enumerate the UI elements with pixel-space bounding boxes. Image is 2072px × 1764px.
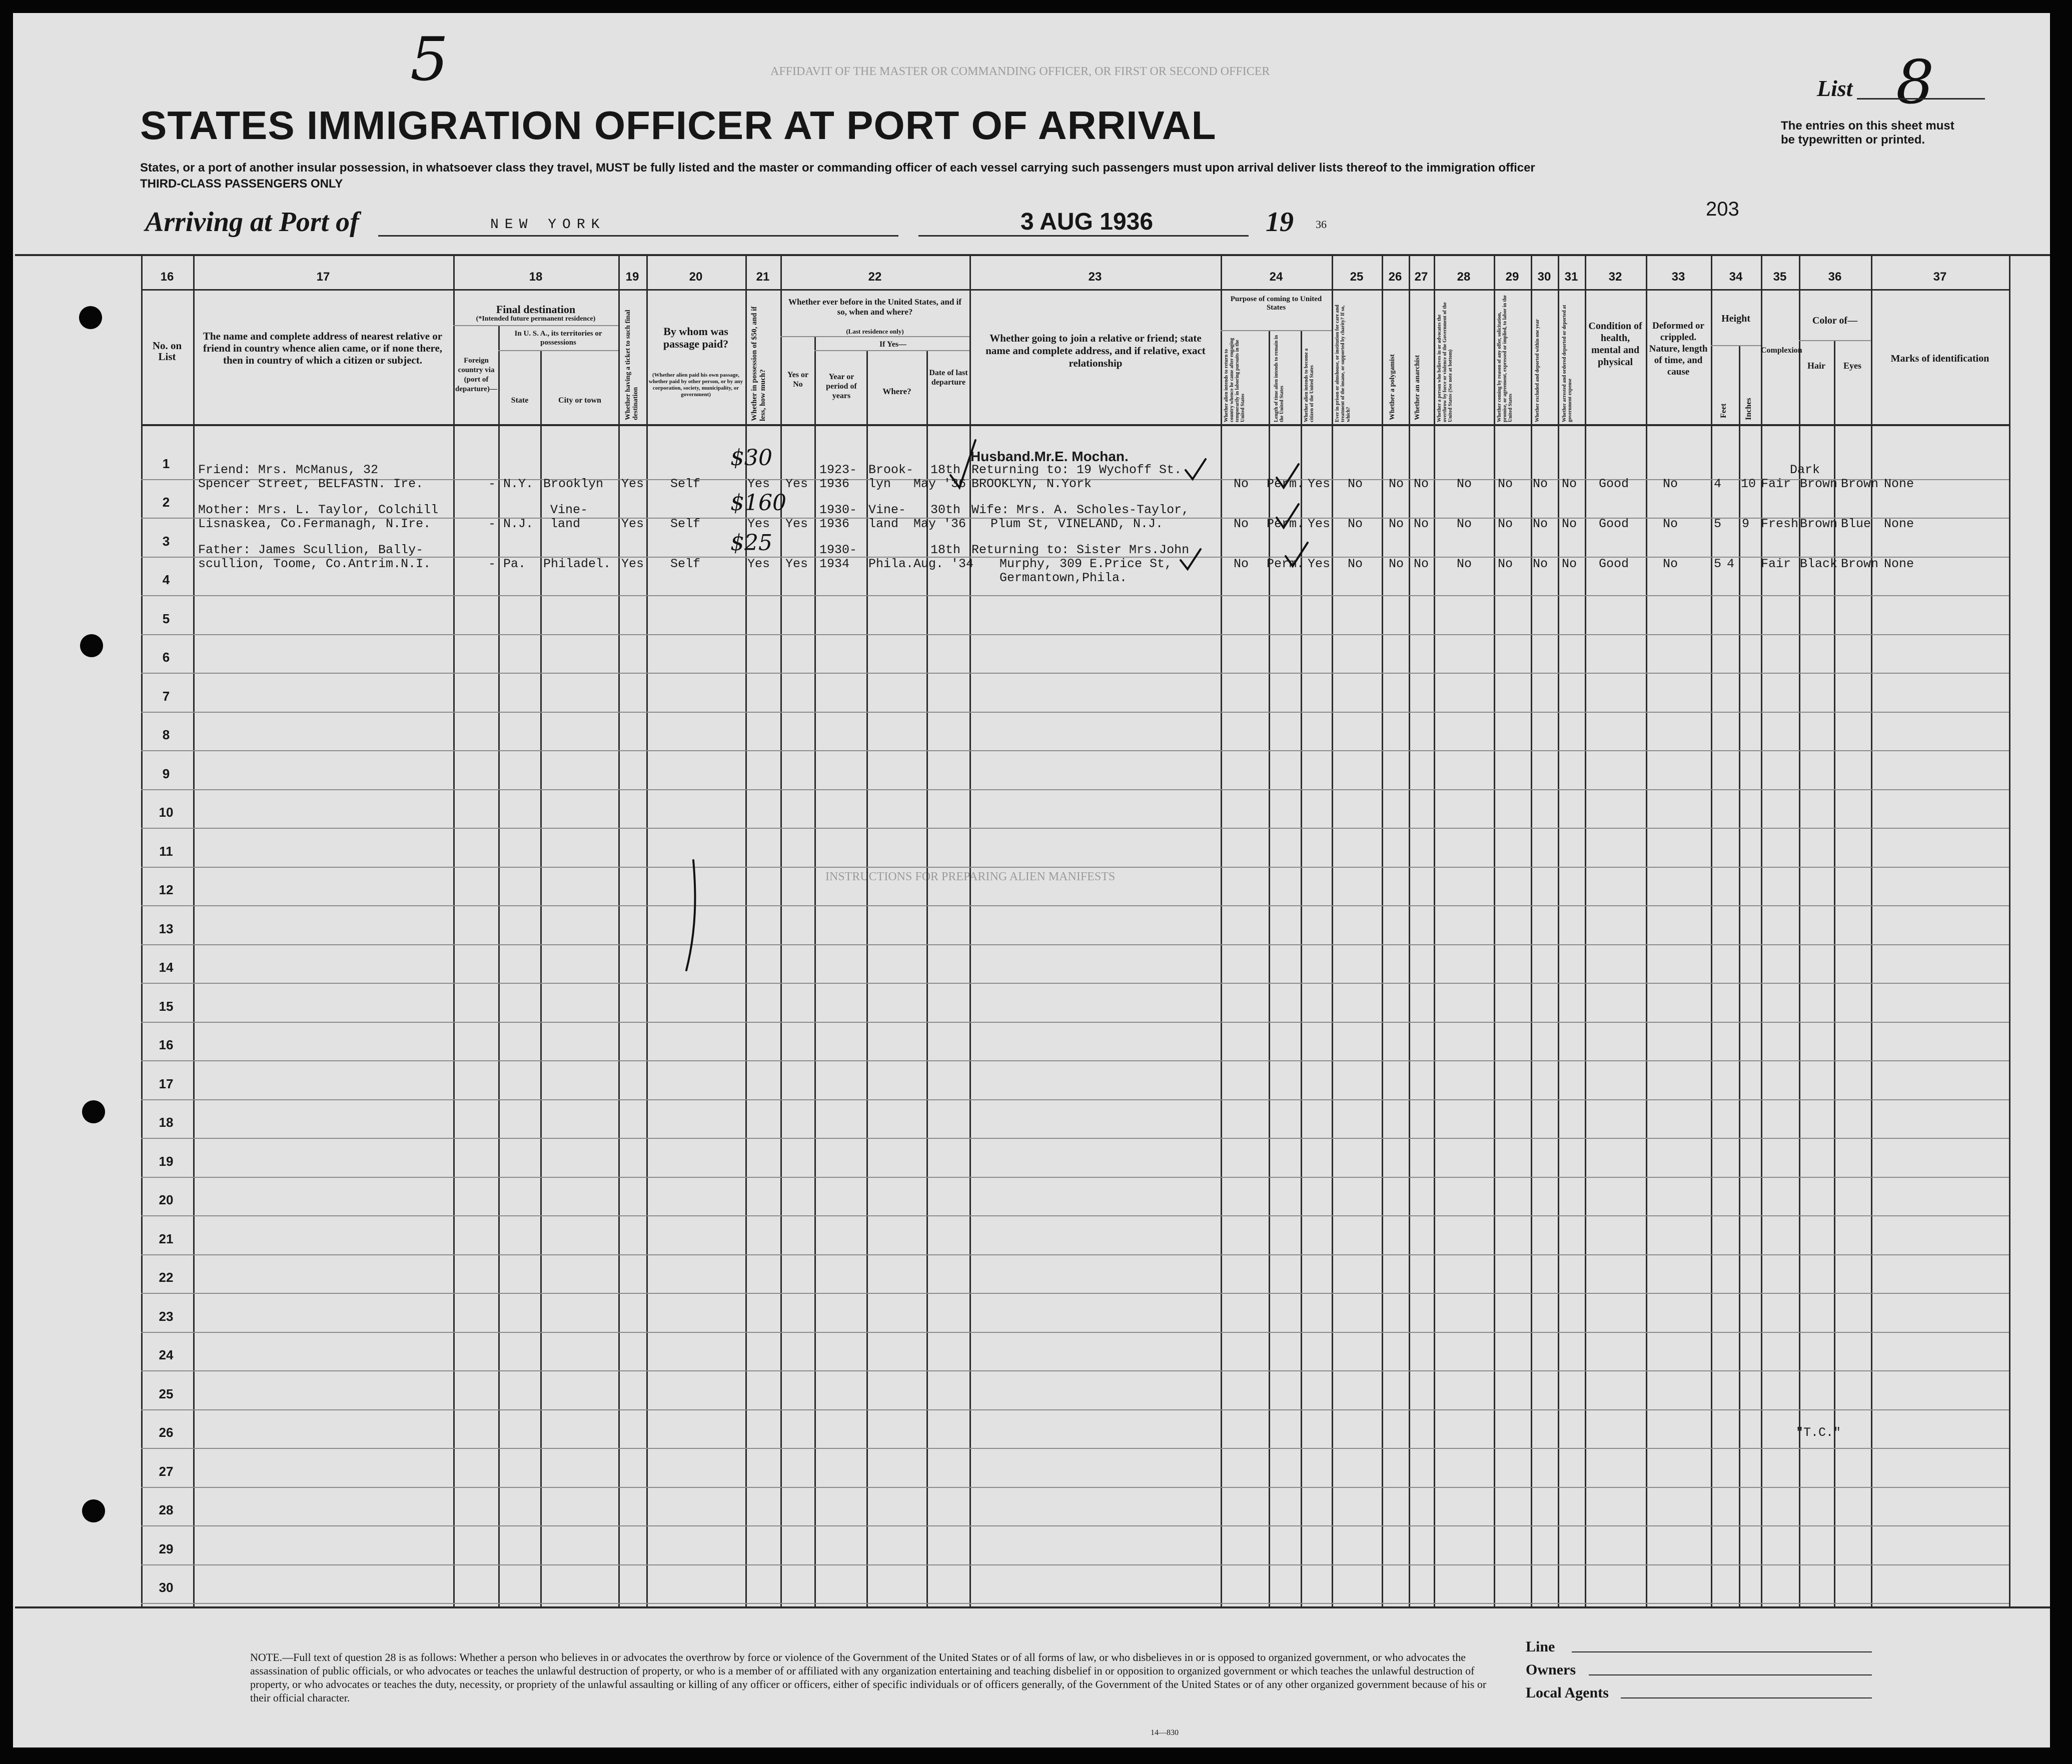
row2-relative: Mother: Mrs. L. Taylor, Colchill: [198, 503, 439, 517]
row-number: 21: [159, 1231, 174, 1246]
year-prefix: 19: [1266, 207, 1294, 238]
row-number: 20: [159, 1192, 174, 1207]
row1-c25: No: [1348, 477, 1363, 491]
row1-deformed: No: [1663, 477, 1678, 491]
row3-before: Yes: [785, 557, 808, 571]
column-number: 21: [756, 270, 770, 284]
row2-money-hand: $160: [730, 490, 786, 516]
line-label: Line: [1526, 1638, 1555, 1655]
col-header-feet: Feet: [1719, 403, 1728, 418]
row3-inches: 4: [1727, 557, 1735, 571]
row1-health: Good: [1599, 477, 1629, 491]
row3-c28: No: [1457, 557, 1472, 571]
checkmark-icon: [1181, 549, 1201, 569]
column-number: 34: [1729, 270, 1743, 284]
col-header-yes-no: Yes or No: [787, 371, 809, 389]
column-number: 26: [1388, 270, 1402, 284]
col-header-q28: Whether a person who believes in or advocates the overthrow by force or violence of the Government of the United States (See note at bottom): [1437, 302, 1453, 422]
row2-deformed: No: [1663, 517, 1678, 531]
row3-return: No: [1234, 557, 1249, 571]
row-number: 14: [159, 960, 174, 975]
row1-paid-by: Self: [670, 477, 701, 491]
list-number: 8: [1896, 48, 1934, 118]
column-number: 31: [1564, 270, 1578, 284]
col-header-deported: Whether arrested and ordered deported or deported at government expense: [1562, 305, 1573, 422]
row-number: 16: [159, 1037, 174, 1052]
line-field: [1572, 1651, 1872, 1652]
row3-money: Yes: [747, 557, 770, 571]
row3-relative: scullion, Toome, Co.Antrim.N.I.: [198, 557, 431, 571]
row3-health: Good: [1599, 557, 1629, 571]
row1-hair: Brown: [1800, 477, 1838, 491]
row3-departure: Aug. '34: [913, 557, 974, 571]
row-number: 19: [159, 1154, 174, 1169]
row2-foreign: -: [488, 517, 496, 531]
owners-label: Owners: [1526, 1661, 1576, 1678]
row2-complexion: Fresh: [1761, 517, 1799, 531]
row2-c28: No: [1457, 517, 1472, 531]
row2-eyes: Blue: [1841, 517, 1871, 531]
row-number: 28: [159, 1502, 174, 1517]
column-number: 20: [689, 270, 703, 284]
class-line: THIRD-CLASS PASSENGERS ONLY: [140, 177, 343, 191]
col-header-inches: Inches: [1744, 398, 1753, 420]
col-header-money: Whether in possession of $50, and if less, how much?: [750, 306, 767, 421]
row1-length: Perm.: [1267, 477, 1305, 491]
row3-join: Returning to: Sister Mrs.John: [971, 543, 1190, 557]
row3-c25: No: [1348, 557, 1363, 571]
col-header-join: Whether going to join a relative or friend; state name and complete address, and if relative, exact relationship: [985, 332, 1206, 369]
row3-c31: No: [1562, 557, 1577, 571]
row-number: 23: [159, 1309, 174, 1324]
row3-c30: No: [1533, 557, 1548, 571]
row2-city: Vine-: [550, 503, 588, 517]
row3-paid-by: Self: [670, 557, 701, 571]
row-number: 11: [159, 844, 173, 859]
col-header-return: Whether alien intends to return to country whence he came after engaging temporarily in laboring pursuits in the United States: [1224, 338, 1246, 422]
row3-where: Phila.: [868, 557, 914, 571]
checkmark-icon: [1277, 504, 1299, 528]
row3-city: Philadel.: [543, 557, 611, 571]
row3-feet: 5: [1714, 557, 1722, 571]
row2-state: N.J.: [503, 517, 534, 531]
row2-length: Perm.: [1267, 517, 1305, 531]
row2-c29: No: [1498, 517, 1513, 531]
row1-c28: No: [1457, 477, 1472, 491]
checkmark-icon: [1277, 464, 1299, 488]
row2-years: 1930-: [819, 503, 857, 517]
form-number: 14—830: [1151, 1728, 1179, 1737]
row3-ticket: Yes: [621, 557, 644, 571]
row3-join: Murphy, 309 E.Price St,: [999, 557, 1173, 571]
col-header-excluded: Whether excluded and deported within one year: [1535, 319, 1540, 422]
row1-money: Yes: [747, 477, 770, 491]
row1-citizen: Yes: [1308, 477, 1331, 491]
row2-c30: No: [1533, 517, 1548, 531]
row1-where: Brook-: [868, 463, 914, 477]
col-header-state: State: [511, 396, 529, 405]
row3-relative: Father: James Scullion, Bally-: [198, 543, 424, 557]
row2-city: land: [550, 517, 581, 531]
sheet-number: 203: [1706, 198, 1739, 220]
row1-join-stamp: Husband.Mr.E. Mochan.: [970, 449, 1129, 464]
col-header-color: Color of—: [1812, 315, 1858, 326]
row3-years: 1930-: [819, 543, 857, 557]
row1-c30: No: [1533, 477, 1548, 491]
row3-departure: 18th: [930, 543, 961, 557]
row-number: 2: [162, 495, 170, 510]
row1-where: lyn: [868, 477, 891, 491]
row1-relative: Friend: Mrs. McManus, 32: [198, 463, 379, 477]
row3-years: 1934: [819, 557, 850, 571]
row-number: 13: [159, 921, 174, 936]
row-number: 15: [159, 999, 174, 1014]
row3-money-hand: $25: [730, 530, 772, 556]
row3-c26: No: [1389, 557, 1404, 571]
column-number: 37: [1933, 270, 1947, 284]
col-header-citizen: Whether alien intends to become a citizen of the United States: [1304, 348, 1315, 422]
row1-before: Yes: [785, 477, 808, 491]
pen-stroke: [686, 860, 695, 970]
col-header-usa: In U. S. A., its territories or possessions: [514, 330, 602, 347]
column-number: 16: [160, 270, 174, 284]
row3-hair: Black: [1800, 557, 1838, 571]
bleed-through-text: INSTRUCTIONS FOR PREPARING ALIEN MANIFESTS: [825, 870, 1116, 883]
col-header-before-sub: (Last residence only): [846, 328, 904, 335]
col-header-final-destination: Final destination: [496, 303, 576, 316]
row2-departure: 30th: [930, 503, 961, 517]
row-number: 1: [162, 456, 170, 471]
row1-departure: 18th: [930, 463, 961, 477]
bleed-through-text: AFFIDAVIT OF THE MASTER OR COMMANDING OFFICER, OR FIRST OR SECOND OFFICER: [770, 65, 1270, 78]
col-header-length: Length of time alien intends to remain in the United States: [1274, 335, 1285, 422]
row3-foreign: -: [488, 557, 496, 571]
col-header-where: Where?: [882, 387, 911, 396]
row-number: 6: [162, 650, 170, 665]
row1-foreign: -: [488, 477, 496, 491]
col-header-hair: Hair: [1807, 361, 1825, 371]
checkmark-icon: [1186, 459, 1206, 479]
row2-money: Yes: [747, 517, 770, 531]
row2-marks: None: [1884, 517, 1914, 531]
row1-money-hand: $30: [730, 445, 772, 471]
row2-c27: No: [1414, 517, 1429, 531]
row2-inches: 9: [1742, 517, 1750, 531]
row3-deformed: No: [1663, 557, 1678, 571]
column-number: 24: [1269, 270, 1283, 284]
row2-c25: No: [1348, 517, 1363, 531]
checkmark-icon: [950, 440, 975, 488]
col-header-labor: Whether coming by reason of any offer, solicitation, promise, or agreement, expressed or implied, to labor in the United States: [1497, 295, 1513, 422]
col-header-relative: The name and complete address of nearest relative or friend in country whence alien came, or if none there, then in country of which a citizen or subject.: [203, 330, 443, 366]
row1-years: 1936: [819, 477, 850, 491]
row-number: 29: [159, 1541, 174, 1556]
col-header-if-yes: If Yes—: [879, 340, 907, 349]
row-number: 7: [162, 689, 170, 704]
row1-c27: No: [1414, 477, 1429, 491]
row3-c27: No: [1414, 557, 1429, 571]
col-header-years: Year or period of years: [826, 373, 857, 400]
col-header-height: Height: [1721, 313, 1750, 324]
row2-feet: 5: [1714, 517, 1722, 531]
owners-field: [1589, 1674, 1872, 1675]
checkmark-icon: [1286, 543, 1308, 566]
col-header-health: Condition of health, mental and physical: [1588, 321, 1642, 368]
col-header-passage-sub: (Whether alien paid his own passage, whether paid by other person, or by any corporation, society, municipality, or government): [648, 372, 743, 398]
corner-mark: 5: [410, 25, 449, 95]
row2-c26: No: [1389, 517, 1404, 531]
column-number: 35: [1773, 270, 1787, 284]
row2-ticket: Yes: [621, 517, 644, 531]
col-header-marks: Marks of identification: [1890, 353, 1989, 364]
footer-note: NOTE.—Full text of question 28 is as follows: Whether a person who believes in or advocates the overthrow by force or violence of the Government of the United States or of all forms of law, or who disbelieves in or is opposed to organized government, or who advocates the assassination of public officials, or who advocates or teaches the unlawful destruction of property, or who is a member of or affiliated with any organization entertaining and teaching disbelief in or opposition to organized government or which teaches the unlawful destruction of property, or who advocates or teaches the duty, necessity, or propriety of the unlawful assaulting or killing of any officer or officers, either of specific individuals or of officers generally, of the Government of the United States or of any other organized government because of his or their official character.: [250, 1651, 1487, 1704]
row2-departure: May '36: [913, 517, 966, 531]
col-header-passage: By whom was passage paid?: [663, 325, 729, 350]
row3-marks: None: [1884, 557, 1914, 571]
row1-join: Returning to: 19 Wychoff St.: [971, 463, 1182, 477]
column-number: 25: [1350, 270, 1364, 284]
col-header-final-destination-sub: (*Intended future permanent residence): [476, 315, 596, 323]
row-number: 5: [162, 611, 170, 626]
col-header-anarchist: Whether an anarchist: [1414, 355, 1421, 420]
col-header-deformed: Deformed or crippled. Nature, length of time, and cause: [1649, 321, 1708, 377]
column-number: 28: [1457, 270, 1471, 284]
row1-c31: No: [1562, 477, 1577, 491]
row1-c29: No: [1498, 477, 1513, 491]
row-number: 17: [159, 1076, 174, 1091]
row2-where: land: [868, 517, 899, 531]
column-number: 36: [1828, 270, 1842, 284]
row2-before: Yes: [785, 517, 808, 531]
row1-join: BROOKLYN, N.York: [971, 477, 1092, 491]
column-number: 18: [529, 270, 543, 284]
row-number: 22: [159, 1270, 174, 1285]
column-number: 33: [1671, 270, 1685, 284]
row3-complexion: Fair: [1761, 557, 1791, 571]
col-header-complexion: Complexion: [1761, 346, 1802, 355]
row2-c31: No: [1562, 517, 1577, 531]
col-header-prison: Ever in prison or almshouse, or institution for care and treatment of the insane, or supported by charity? If so, which?: [1335, 305, 1351, 422]
row2-return: No: [1234, 517, 1249, 531]
row-number: 26: [159, 1425, 174, 1440]
row-number: 8: [162, 727, 170, 742]
row-number: 25: [159, 1386, 174, 1401]
row1-complexion: Fair: [1761, 477, 1791, 491]
subtitle: States, or a port of another insular possession, in whatsoever class they travel, MUST be fully listed and the master or commanding officer of each vessel carrying such passengers must upon arrival deliver lists thereof to the immigration officer: [140, 161, 1535, 175]
col-header-before-in-us: Whether ever before in the United States, and if so, when and where?: [788, 297, 962, 317]
row3-state: Pa.: [503, 557, 526, 571]
col-header-no-on-list: No. on List: [152, 340, 182, 363]
row1-feet: 4: [1714, 477, 1722, 491]
agents-field: [1621, 1697, 1872, 1698]
row2-join: Plum St, VINELAND, N.J.: [990, 517, 1164, 531]
column-number: 17: [316, 270, 330, 284]
row3-citizen: Yes: [1308, 557, 1331, 571]
arriving-label: Arriving at Port of: [145, 207, 359, 238]
list-label: List: [1817, 76, 1853, 101]
row1-inches: 10: [1741, 477, 1756, 491]
row1-city: Brooklyn: [543, 477, 604, 491]
row3-c29: No: [1498, 557, 1513, 571]
date-stamp: 3 AUG 1936: [1020, 209, 1154, 235]
page-title: STATES IMMIGRATION OFFICER AT PORT OF ARRIVAL: [140, 103, 1217, 148]
column-number: 29: [1505, 270, 1519, 284]
row1-ticket: Yes: [621, 477, 644, 491]
col-header-departure: Date of last departure: [929, 369, 968, 387]
row2-relative: Lisnaskea, Co.Fermanagh, N.Ire.: [198, 517, 431, 531]
typewritten-note: be typewritten or printed.: [1781, 133, 1925, 147]
col-header-ticket: Whether having a ticket to such final destination: [624, 310, 639, 420]
row1-marks: None: [1884, 477, 1914, 491]
column-number: 27: [1414, 270, 1428, 284]
row2-citizen: Yes: [1308, 517, 1331, 531]
col-header-eyes: Eyes: [1843, 361, 1861, 371]
row-number: 4: [162, 572, 170, 587]
row2-years: 1936: [819, 517, 850, 531]
col-header-city: City or town: [558, 396, 601, 405]
row2-hair: Brown: [1800, 517, 1838, 531]
row-number: 9: [162, 766, 170, 781]
col-header-polygamist: Whether a polygamist: [1389, 354, 1396, 420]
row-number: 12: [159, 882, 174, 897]
row1-years: 1923-: [819, 463, 857, 477]
row27-annotation: "T.C.": [1796, 1425, 1841, 1440]
column-number: 22: [868, 270, 882, 284]
row-number: 30: [159, 1580, 174, 1595]
row-number: 18: [159, 1115, 174, 1130]
typewritten-note: The entries on this sheet must: [1781, 119, 1954, 133]
col-header-foreign-country: Foreign country via (port of departure)—: [455, 357, 497, 393]
row2-health: Good: [1599, 517, 1629, 531]
row2-where: Vine-: [868, 503, 906, 517]
row2-paid-by: Self: [670, 517, 701, 531]
row3-eyes: Brown: [1841, 557, 1879, 571]
column-number: 32: [1608, 270, 1622, 284]
row1-eyes: Brown: [1841, 477, 1879, 491]
row-number: 24: [159, 1347, 174, 1362]
row-number: 10: [159, 805, 174, 820]
row1-relative: Spencer Street, BELFASTN. Ire.: [198, 477, 424, 491]
column-number: 19: [625, 270, 639, 284]
row-number: 27: [159, 1464, 174, 1479]
column-number: 30: [1537, 270, 1551, 284]
row1-departure: May '36: [913, 477, 966, 491]
row2-join: Wife: Mrs. A. Scholes-Taylor,: [971, 503, 1190, 517]
col-header-purpose: Purpose of coming to United States: [1230, 295, 1322, 312]
row1-return: No: [1234, 477, 1249, 491]
row3-length: Perm.: [1267, 557, 1305, 571]
row-number: 3: [162, 534, 170, 549]
row1-hair: Dark: [1790, 463, 1820, 477]
agents-label: Local Agents: [1526, 1684, 1609, 1701]
column-number: 23: [1088, 270, 1102, 284]
year-suffix: 36: [1316, 218, 1327, 231]
row3-join: Germantown,Phila.: [999, 571, 1128, 585]
row1-state: N.Y.: [503, 477, 534, 491]
row1-c26: No: [1389, 477, 1404, 491]
port-value: NEW YORK: [490, 217, 606, 233]
